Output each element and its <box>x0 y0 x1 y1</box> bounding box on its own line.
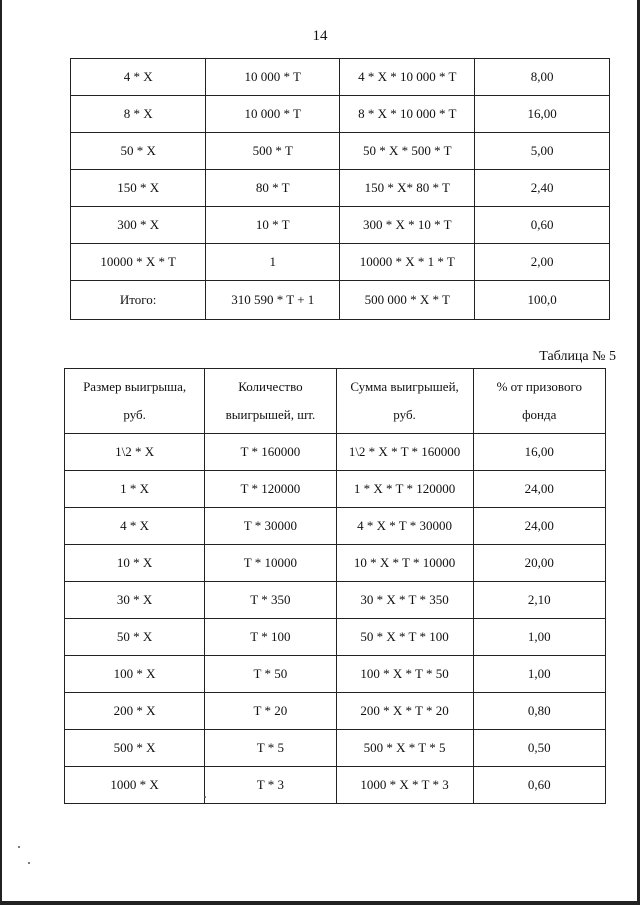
page-number: 14 <box>312 28 328 44</box>
table-header-row <box>65 369 606 434</box>
table-cell: 24,00 <box>473 471 605 508</box>
table-cell: 200 * X <box>65 693 205 730</box>
table-row <box>71 170 610 207</box>
table-cell: 50 * X <box>71 133 206 170</box>
table-cell: 1\2 * X * T * 160000 <box>336 434 473 471</box>
table-cell: 4 * X <box>71 59 206 96</box>
table-cell: 500 * X * T * 5 <box>336 730 473 767</box>
table-cell: 0,60 <box>473 767 605 804</box>
header-cell-sum <box>336 369 473 434</box>
table-cell: T * 20 <box>205 693 336 730</box>
table-cell: 50 * X <box>65 619 205 656</box>
table-cell: 80 * T <box>206 170 340 207</box>
table-cell: 30 * X <box>65 582 205 619</box>
table-row <box>71 207 610 244</box>
table-cell: 150 * X <box>71 170 206 207</box>
total-label: Итого: <box>71 281 206 320</box>
table-cell: 10 * X <box>65 545 205 582</box>
table-cell: 10 000 * T <box>206 96 340 133</box>
table-cell: 500 * T <box>206 133 340 170</box>
table-row <box>65 619 606 656</box>
table-cell: 500 * X <box>65 730 205 767</box>
table-row <box>65 545 606 582</box>
table-cell: T * 100 <box>205 619 336 656</box>
table-cell: T * 30000 <box>205 508 336 545</box>
table-cell: 10 * X * T * 10000 <box>336 545 473 582</box>
table-total-row <box>71 281 610 320</box>
table-cell: 1 * X <box>65 471 205 508</box>
header-line: Количество <box>238 379 303 394</box>
table-cell: 50 * X * 500 * T <box>340 133 475 170</box>
table-cell: 100,0 <box>475 281 610 320</box>
table-cell: 1,00 <box>473 619 605 656</box>
table-cell: T * 160000 <box>205 434 336 471</box>
table-cell: 10000 * X * 1 * T <box>340 244 475 281</box>
header-line: Сумма выигрышей, <box>350 379 459 394</box>
table-cell: 1 <box>206 244 340 281</box>
table-row <box>65 434 606 471</box>
table-row <box>65 656 606 693</box>
header-line: руб. <box>123 407 146 422</box>
table-cell: 24,00 <box>473 508 605 545</box>
table-cell: 1000 * X * T * 3 <box>336 767 473 804</box>
table-cell: T * 120000 <box>205 471 336 508</box>
table-cell: 50 * X * T * 100 <box>336 619 473 656</box>
header-cell-prize-size <box>65 369 205 434</box>
table-cell: 5,00 <box>475 133 610 170</box>
table-cell: T * 10000 <box>205 545 336 582</box>
table-cell: 8 * X * 10 000 * T <box>340 96 475 133</box>
header-line: фонда <box>522 407 557 422</box>
table-cell: T * 50 <box>205 656 336 693</box>
page-frame-bottom <box>0 901 640 905</box>
table-cell: T * 350 <box>205 582 336 619</box>
table-cell: 0,60 <box>475 207 610 244</box>
table-row <box>65 730 606 767</box>
table-cell: 1000 * X <box>65 767 205 804</box>
table-cell: 500 000 * X * T <box>340 281 475 320</box>
prize-table-5 <box>64 368 606 804</box>
table-cell: 2,00 <box>475 244 610 281</box>
table-cell: 16,00 <box>473 434 605 471</box>
table-cell: 1 * X * T * 120000 <box>336 471 473 508</box>
scan-speck <box>204 796 206 798</box>
header-cell-percent <box>473 369 605 434</box>
table-cell: 300 * X * 10 * T <box>340 207 475 244</box>
table-row <box>71 244 610 281</box>
header-line: Размер выигрыша, <box>83 379 187 394</box>
scan-speck <box>18 846 20 848</box>
table-cell: 150 * X* 80 * T <box>340 170 475 207</box>
header-line: выигрышей, шт. <box>225 407 316 422</box>
table-cell: 1,00 <box>473 656 605 693</box>
table-cell: 8 * X <box>71 96 206 133</box>
table-cell: 20,00 <box>473 545 605 582</box>
table-row <box>71 96 610 133</box>
table-row <box>65 471 606 508</box>
table-cell: 0,50 <box>473 730 605 767</box>
table-row <box>65 767 606 804</box>
table-cell: 200 * X * T * 20 <box>336 693 473 730</box>
table-cell: 8,00 <box>475 59 610 96</box>
table-cell: 10 000 * T <box>206 59 340 96</box>
table-cell: 16,00 <box>475 96 610 133</box>
table-cell: 4 * X * 10 000 * T <box>340 59 475 96</box>
table-cell: 4 * X <box>65 508 205 545</box>
table-cell: T * 5 <box>205 730 336 767</box>
table-cell: 4 * X * T * 30000 <box>336 508 473 545</box>
header-cell-count <box>205 369 336 434</box>
table-cell: 100 * X * T * 50 <box>336 656 473 693</box>
table-caption: Таблица № 5 <box>539 349 616 364</box>
table-cell: 0,80 <box>473 693 605 730</box>
table-row <box>71 59 610 96</box>
header-line: руб. <box>393 407 416 422</box>
table-row <box>65 582 606 619</box>
table-cell: 300 * X <box>71 207 206 244</box>
table-row <box>71 133 610 170</box>
page-frame-left <box>0 0 2 905</box>
table-cell: 2,40 <box>475 170 610 207</box>
table-cell: 10 * T <box>206 207 340 244</box>
table-cell: 100 * X <box>65 656 205 693</box>
table-cell: 30 * X * T * 350 <box>336 582 473 619</box>
table-cell: T * 3 <box>205 767 336 804</box>
header-line: % от призового <box>496 379 582 394</box>
table-row <box>65 508 606 545</box>
scan-speck <box>28 862 30 864</box>
table-cell: 1\2 * X <box>65 434 205 471</box>
table-cell: 10000 * X * T <box>71 244 206 281</box>
prize-table-continued <box>70 58 610 320</box>
table-row <box>65 693 606 730</box>
table-cell: 310 590 * T + 1 <box>206 281 340 320</box>
table-cell: 2,10 <box>473 582 605 619</box>
